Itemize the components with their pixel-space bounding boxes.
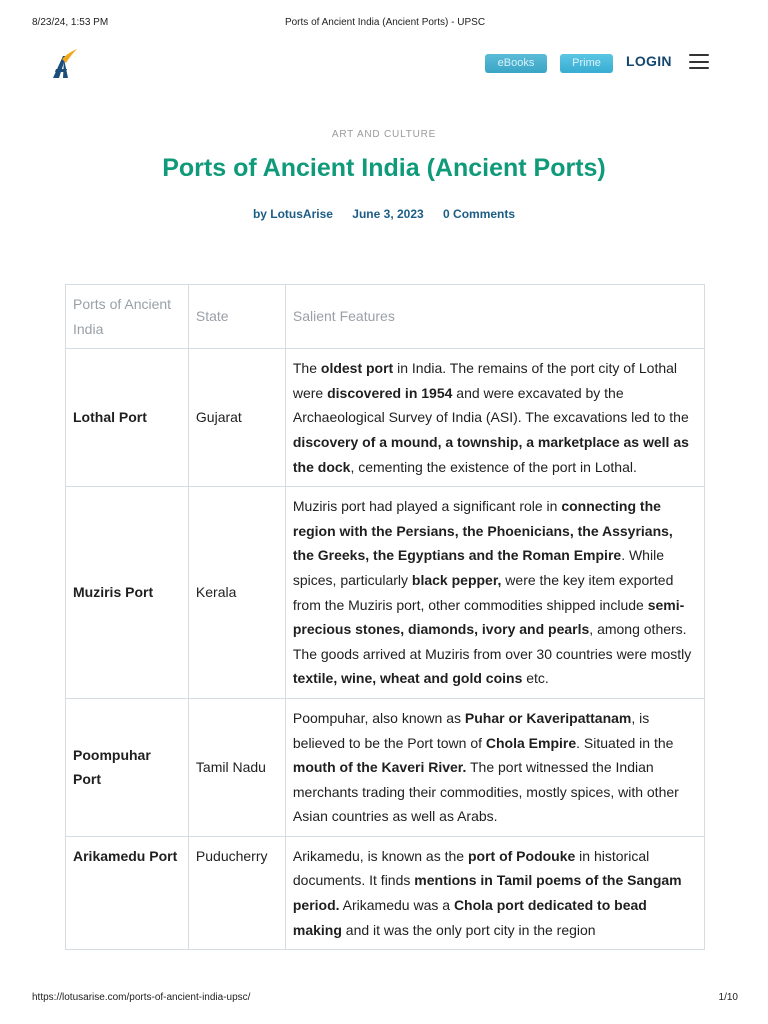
feature-text: The bbox=[292, 360, 321, 377]
feature-text: Arikamedu was a bbox=[339, 897, 454, 914]
print-url: https://lotusarise.com/ports-of-ancient-india-upsc/ bbox=[32, 992, 251, 1003]
port-features bbox=[285, 487, 704, 699]
article-comments[interactable]: 0 Comments bbox=[443, 207, 516, 221]
feature-highlight: black pepper, bbox=[411, 571, 502, 588]
port-name: Poompuhar Port bbox=[66, 698, 189, 836]
feature-text: in India. The remains of the port city of Lothal were bbox=[292, 360, 678, 401]
feature-text: Muziris port had played a significant role in bbox=[292, 498, 562, 515]
print-page-number: 1/10 bbox=[718, 992, 738, 1003]
table-header-row bbox=[66, 285, 705, 349]
port-features bbox=[285, 836, 704, 949]
feature-highlight: connecting the region with the Persians, the Phoenicians, the Assyrians, the Greeks, the Egyptians and the Roman Empire bbox=[292, 498, 673, 564]
port-state: Kerala bbox=[188, 487, 285, 699]
port-name: Muziris Port bbox=[66, 487, 189, 699]
article-date[interactable]: June 3, 2023 bbox=[352, 207, 424, 221]
login-link[interactable]: LOGIN bbox=[626, 53, 672, 69]
ports-table bbox=[65, 284, 705, 950]
port-features bbox=[285, 698, 704, 836]
feature-highlight: discovered in 1954 bbox=[327, 384, 453, 401]
hamburger-menu-icon[interactable] bbox=[689, 54, 709, 70]
ebooks-button[interactable]: eBooks bbox=[485, 54, 547, 73]
feature-text: , cementing the existence of the port in Lothal. bbox=[350, 458, 637, 475]
article-title: Ports of Ancient India (Ancient Ports) bbox=[162, 154, 606, 182]
lotusarise-logo[interactable] bbox=[50, 47, 80, 79]
print-footer bbox=[32, 992, 738, 1006]
feature-highlight: port of Podouke bbox=[467, 847, 576, 864]
prime-button[interactable]: Prime bbox=[560, 54, 613, 73]
table-row bbox=[66, 487, 705, 699]
feature-text: , among others. The goods arrived at Muziris from over 30 countries were mostly bbox=[292, 621, 692, 662]
feature-text: and it was the only port city in the region bbox=[341, 921, 596, 938]
header-port: Ports of Ancient India bbox=[66, 285, 189, 349]
article-author[interactable]: by LotusArise bbox=[252, 207, 333, 221]
print-page-title: Ports of Ancient India (Ancient Ports) - UPSC bbox=[284, 17, 486, 28]
print-datetime: 8/23/24, 1:53 PM bbox=[32, 17, 109, 28]
feature-text: The port witnessed the Indian merchants trading their commodities, mostly spices, with other Asian countries as well as Arabs. bbox=[292, 759, 679, 825]
port-state: Puducherry bbox=[188, 836, 285, 949]
feature-highlight: Chola Empire bbox=[485, 734, 577, 751]
port-name: Lothal Port bbox=[66, 349, 189, 487]
feature-highlight: Chola port dedicated to bead making bbox=[292, 897, 647, 938]
feature-text: . Situated in the bbox=[576, 734, 674, 751]
print-header bbox=[32, 17, 738, 31]
article-meta bbox=[0, 207, 768, 221]
feature-text: and were excavated by the Archaeological Survey of India (ASI). The excavations led to the bbox=[292, 384, 689, 426]
table-row bbox=[66, 836, 705, 949]
feature-highlight: Puhar or Kaveripattanam bbox=[464, 709, 632, 726]
port-state: Tamil Nadu bbox=[188, 698, 285, 836]
feature-highlight: mentions in Tamil poems of the Sangam period. bbox=[292, 872, 682, 914]
port-name: Arikamedu Port bbox=[66, 836, 189, 949]
feature-text: were the key item exported from the Muziris port, other commodities shipped include bbox=[292, 571, 674, 613]
feature-highlight: discovery of a mound, a township, a marketplace as well as the dock bbox=[292, 433, 689, 475]
article-category[interactable]: ART AND CULTURE bbox=[331, 129, 437, 140]
feature-text: Arikamedu, is known as the bbox=[292, 847, 468, 864]
feature-highlight: oldest port bbox=[320, 360, 394, 377]
feature-text: , is believed to be the Port town of bbox=[292, 709, 650, 751]
feature-highlight: textile, wine, wheat and gold coins bbox=[292, 670, 523, 687]
feature-highlight: semi-precious stones, diamonds, ivory and pearls bbox=[292, 596, 685, 638]
feature-highlight: mouth of the Kaveri River. bbox=[292, 759, 467, 776]
feature-text: in historical documents. It finds bbox=[292, 847, 650, 889]
port-state: Gujarat bbox=[188, 349, 285, 487]
feature-text: etc. bbox=[522, 670, 549, 687]
table-row bbox=[66, 698, 705, 836]
port-features bbox=[285, 349, 704, 487]
header-state: State bbox=[188, 285, 285, 349]
site-header bbox=[0, 44, 768, 84]
feature-text: . While spices, particularly bbox=[292, 547, 664, 588]
table-row bbox=[66, 349, 705, 487]
logo-a-icon bbox=[50, 47, 80, 79]
feature-text: Poompuhar, also known as bbox=[292, 709, 465, 726]
header-features: Salient Features bbox=[285, 285, 704, 349]
